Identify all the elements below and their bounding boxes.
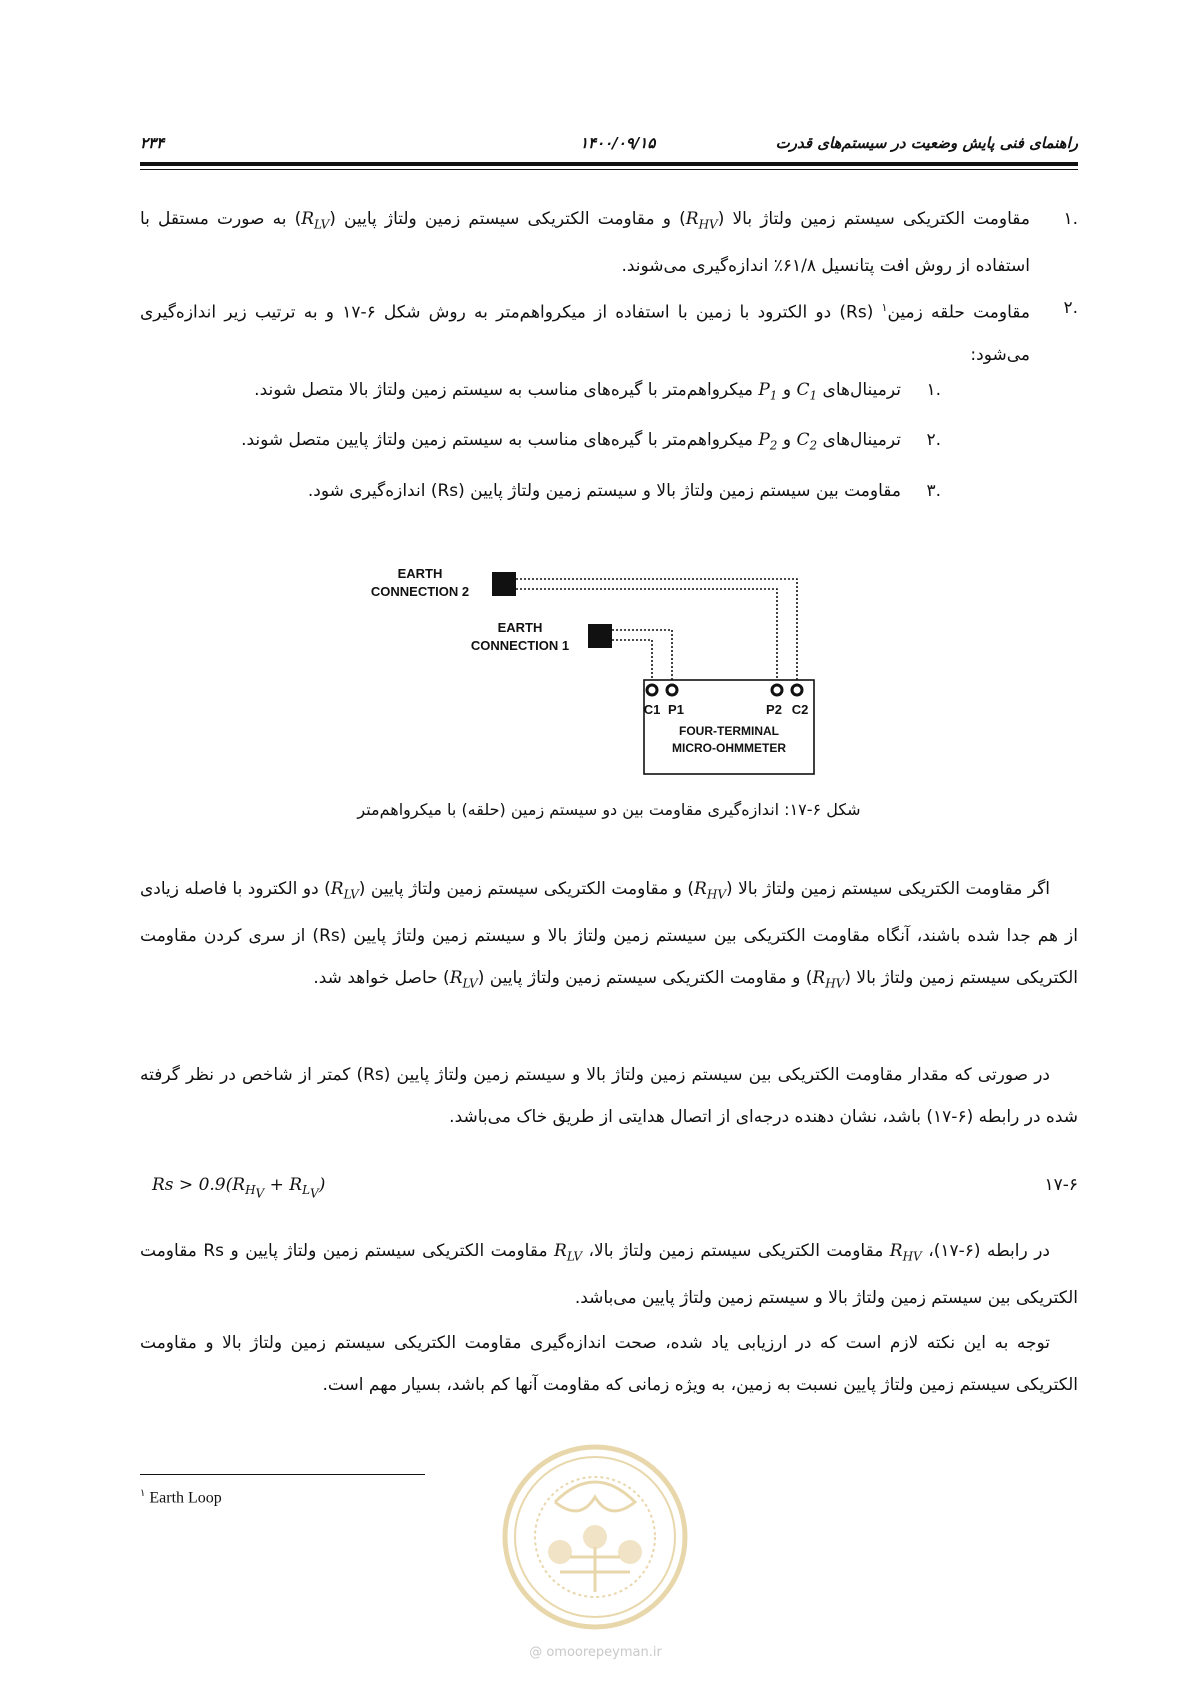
equation-part: Rs > 0.9( <box>152 1175 233 1195</box>
meter-label-line2: MICRO-OHMMETER <box>672 741 786 755</box>
figure-caption: شکل ۶-۱۷: اندازه‌گیری مقاومت بین دو سیستم زمین (حلقه) با میکرواهم‌متر <box>357 800 861 819</box>
terminal-label: P1 <box>668 702 684 717</box>
terminal-label: C1 <box>643 702 661 717</box>
list-text: میکرواهم‌متر با گیره‌های مناسب به سیستم زمین ولتاژ بالا متصل شوند. <box>254 380 759 400</box>
list-item <box>141 469 941 514</box>
list-text: (Rs) دو الکترود با زمین با استفاده از میکرواهم‌متر به روش شکل ۶-۱۷ و به ترتیب زیر اندازه‌گیری می‌شود: <box>140 303 1030 366</box>
publisher-seal-logo <box>500 1442 690 1632</box>
earth-connection-1-block <box>588 624 612 648</box>
paragraph-text: ) حاصل خواهد شد. <box>313 968 450 989</box>
earth2-label-line1: EARTH <box>397 566 443 581</box>
paragraph-text: در رابطه (۶-۱۷)، <box>921 1241 1050 1261</box>
footnote-ref: ۱ <box>881 301 888 315</box>
page-header <box>140 128 1078 156</box>
equation-part: R <box>232 1175 246 1195</box>
paragraph: توجه به این نکته لازم است که در ارزیابی یاد شده، صحت اندازه‌گیری مقاومت الکتریکی سیستم زمین ولتاژ بالا و مقاومت الکتریکی سیستم زمین ولتاژ پایین نسبت به زمین، به ویژه زمانی که مقاومت آنها کم باشد، بسیار مهم است. <box>140 1333 1078 1395</box>
procedure-list <box>140 198 1078 376</box>
list-item <box>141 368 941 418</box>
earth1-label-line2: CONNECTION 1 <box>470 638 570 653</box>
terminal-c2-post <box>792 685 802 695</box>
list-number: .۱ <box>1063 209 1078 229</box>
math-symbol: $R_{LV}$ <box>449 968 478 991</box>
equation-subscript: HV <box>245 1183 265 1201</box>
equation-part: + <box>264 1175 290 1195</box>
equation-subscript: LV <box>302 1183 319 1201</box>
list-text: ) و مقاومت الکتریکی سیستم زمین ولتاژ پایین ( <box>329 209 686 229</box>
math-symbol: $R_{HV}$ <box>685 209 718 232</box>
header-rule-thin <box>140 169 1078 170</box>
equation-part: R <box>289 1175 303 1195</box>
math-symbol: $R_{LV}$ <box>554 1241 583 1264</box>
site-watermark: @ omoorepeyman.ir <box>529 1645 662 1660</box>
equation-number: ۱۷-۶ <box>1044 1175 1078 1195</box>
footnote-rule <box>140 1474 425 1475</box>
paragraph-text: مقاومت الکتریکی سیستم زمین ولتاژ بالا، <box>582 1241 890 1261</box>
paragraph-text: ) دو الکترود با فاصله زیادی از هم جدا شده باشند، آنگاه مقاومت الکتریکی بین سیستم زمین ولتاژ بالا و سیستم زمین ولتاژ پایین (Rs) از سری کردن مقاومت الکتریکی سیستم زمین ولتاژ بالا ( <box>140 879 1078 989</box>
math-symbol: $R_{HV}$ <box>812 968 845 991</box>
list-text: میکرواهم‌متر با گیره‌های مناسب به سیستم زمین ولتاژ پایین متصل شوند. <box>241 430 759 451</box>
header-page-number: ۲۳۴ <box>140 134 165 152</box>
footnote-mark: ۱ <box>140 1488 146 1499</box>
equation <box>152 1175 325 1201</box>
header-rule-thick <box>140 162 1078 166</box>
list-text: مقاومت بین سیستم زمین ولتاژ بالا و سیستم زمین ولتاژ پایین (Rs) اندازه‌گیری شود. <box>307 480 901 501</box>
dotted-wires <box>516 579 797 688</box>
list-text: و <box>777 430 797 451</box>
list-number: .۲ <box>926 430 941 451</box>
math-symbol: $R_{LV}$ <box>301 209 330 232</box>
micro-ohmmeter-diagram <box>360 560 820 780</box>
list-item <box>140 287 1078 376</box>
list-text: مقاومت الکتریکی سیستم زمین ولتاژ بالا ( <box>717 209 1030 229</box>
terminal-p1-post <box>667 685 677 695</box>
watermark-text: omoorepeyman.ir <box>546 1645 662 1660</box>
math-symbol: $P_2$ <box>758 430 778 453</box>
terminal-c1-post <box>647 685 657 695</box>
math-symbol: $C_2$ <box>796 430 818 453</box>
list-item <box>141 418 941 468</box>
list-text: ) به صورت مستقل با استفاده از روش افت پتانسیل ۶۱/۸٪ اندازه‌گیری می‌شوند. <box>140 209 1030 277</box>
list-text: و <box>777 380 797 400</box>
earth-connection-2-block <box>492 572 516 596</box>
list-text: ترمینال‌های <box>817 380 901 400</box>
equation-part: ) <box>318 1175 326 1195</box>
math-symbol: $R_{LV}$ <box>330 879 359 902</box>
list-text: ترمینال‌های <box>817 430 901 451</box>
header-date: ۱۴۰۰/۰۹/۱۵ <box>580 134 656 152</box>
wire-c2 <box>516 579 797 688</box>
footnote-text: Earth Loop <box>145 1489 222 1507</box>
paragraph <box>140 1230 1078 1319</box>
earth2-label-line2: CONNECTION 2 <box>370 584 470 599</box>
meter-label-line1: FOUR-TERMINAL <box>679 724 779 738</box>
math-symbol: $P_1$ <box>758 380 778 403</box>
terminal-label: C2 <box>791 702 809 717</box>
header-title: راهنمای فنی پایش وضعیت در سیستم‌های قدرت <box>775 134 1078 152</box>
list-text: مقاومت حلقه زمین <box>887 303 1030 324</box>
footnote <box>140 1488 222 1507</box>
math-symbol: $R_{HV}$ <box>889 1241 922 1264</box>
list-number: .۱ <box>926 380 941 400</box>
paragraph-text: ) و مقاومت الکتریکی سیستم زمین ولتاژ پایین ( <box>358 879 695 899</box>
paragraph-text: ) و مقاومت الکتریکی سیستم زمین ولتاژ پایین ( <box>477 968 813 989</box>
list-item <box>140 198 1078 287</box>
terminal-label: P2 <box>766 702 782 717</box>
paragraph: در صورتی که مقدار مقاومت الکتریکی بین سیستم زمین ولتاژ بالا و سیستم زمین ولتاژ پایین (Rs) کمتر از شاخص در نظر گرفته شده در رابطه (۶-۱۷) باشد، نشان دهنده درجه‌ای از اتصال هدایتی از طریق خاک می‌باشد. <box>140 1065 1078 1127</box>
earth1-label-line1: EARTH <box>497 620 543 635</box>
paragraph-text: اگر مقاومت الکتریکی سیستم زمین ولتاژ بالا ( <box>726 879 1051 899</box>
list-number: .۳ <box>926 480 941 501</box>
paragraph <box>140 868 1078 1005</box>
terminal-p2-post <box>772 685 782 695</box>
paragraph-text: مقاومت الکتریکی سیستم زمین ولتاژ پایین و Rs مقاومت الکتریکی بین سیستم زمین ولتاژ بالا و سیستم زمین ولتاژ پایین می‌باشد. <box>140 1241 1078 1309</box>
math-symbol: $R_{HV}$ <box>694 879 726 902</box>
math-symbol: $C_1$ <box>796 380 818 403</box>
sub-list <box>141 368 941 514</box>
list-number: .۲ <box>1063 298 1078 319</box>
